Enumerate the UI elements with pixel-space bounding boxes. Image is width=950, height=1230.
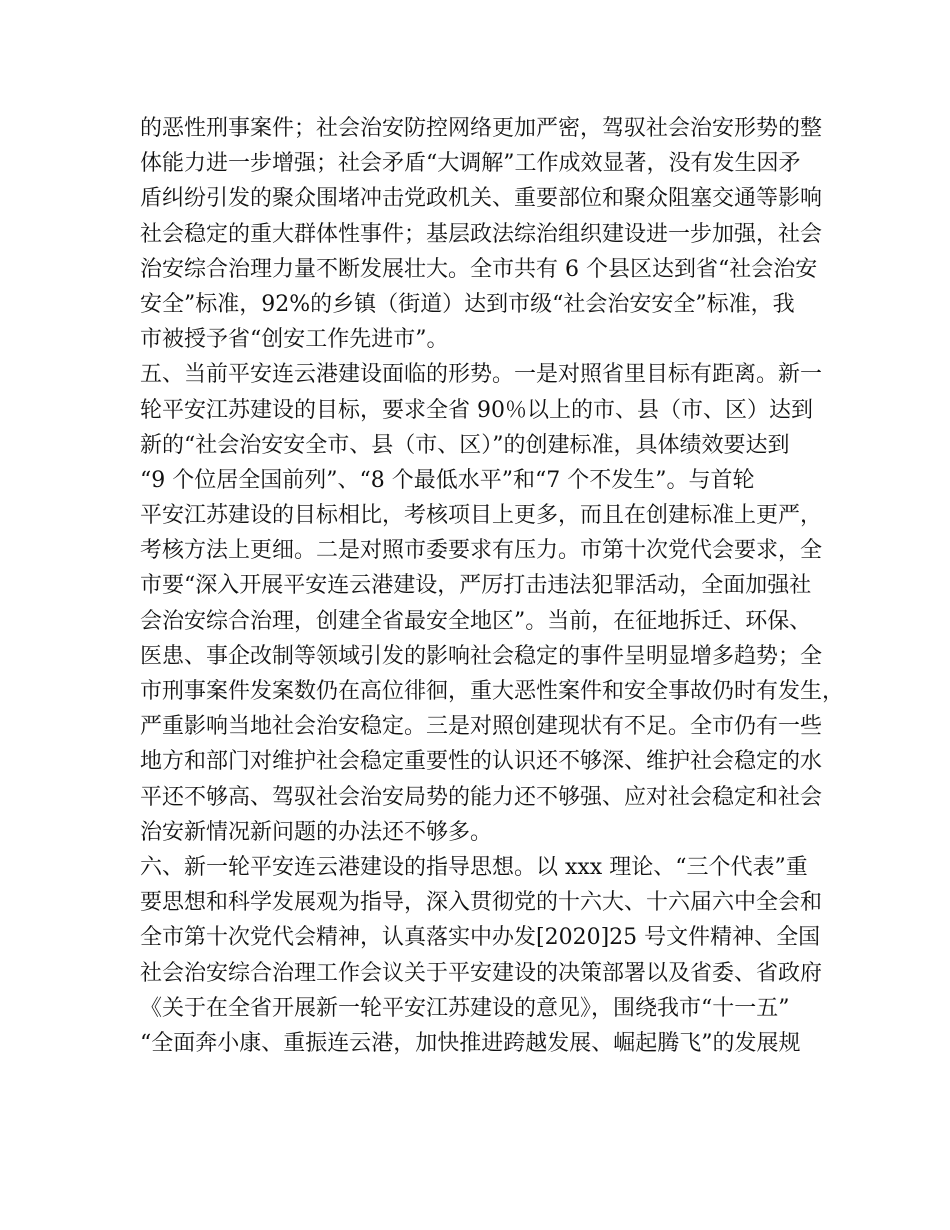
text-line: 轮平安江苏建设的目标，要求全省 90％以上的市、县（市、区）达到 (140, 397, 813, 423)
text-line: 会治安综合治理，创建全省最安全地区”。当前，在征地拆迁、环保、 (140, 608, 812, 634)
body-text (140, 111, 845, 1061)
text-line: “全面奔小康、重振连云港，加快推进跨越发展、崛起腾飞”的发展规 (140, 1030, 801, 1056)
text-line: 体能力进一步增强；社会矛盾“大调解”工作成效显著，没有发生因矛 (140, 151, 801, 177)
text-line: 严重影响当地社会治安稳定。三是对照创建现状有不足。全市仍有一些 (140, 714, 823, 740)
text-line: 地方和部门对维护社会稳定重要性的认识还不够深、维护社会稳定的水 (140, 749, 823, 775)
text-line: 要思想和科学发展观为指导，深入贯彻党的十六大、十六届六中全会和 (140, 890, 823, 916)
text-line: 医患、事企改制等领域引发的影响社会稳定的事件呈明显增多趋势；全 (140, 643, 823, 669)
text-line: 治安新情况新问题的办法还不够多。 (140, 819, 493, 845)
text-line: 治安综合治理力量不断发展壮大。全市共有 6 个县区达到省“社会治安 (140, 256, 818, 282)
section-six-heading-line: 六、新一轮平安连云港建设的指导思想。以 xxx 理论、“三个代表”重 (140, 854, 808, 880)
text-line: “9 个位居全国前列”、“8 个最低水平”和“7 个不发生”。与首轮 (140, 467, 755, 493)
section-five-heading-line: 五、当前平安连云港建设面临的形势。一是对照省里目标有距离。新一 (140, 362, 823, 388)
text-line: 新的“社会治安安全市、县（市、区）”的创建标准，具体绩效要达到 (140, 432, 790, 458)
text-line: 平还不够高、驾驭社会治安局势的能力还不够强、应对社会稳定和社会 (140, 784, 823, 810)
text-line: 的恶性刑事案件；社会治安防控网络更加严密，驾驭社会治安形势的整 (140, 116, 823, 141)
text-line: 安全”标准，92%的乡镇（街道）达到市级“社会治安安全”标准，我 (140, 291, 795, 317)
text-line: 市刑事案件发案数仍在高位徘徊，重大恶性案件和安全事故仍时有发生， (140, 679, 845, 704)
text-line: 全市第十次党代会精神，认真落实中办发[2020]25 号文件精神、全国 (140, 925, 821, 951)
text-line: 市要“深入开展平安连云港建设，严厉打击违法犯罪活动，全面加强社 (140, 573, 812, 599)
text-line: 市被授予省“创安工作先进市”。 (140, 327, 449, 353)
text-line: 平安江苏建设的目标相比，考核项目上更多，而且在创建标准上更严， (140, 503, 823, 529)
text-line: 社会治安综合治理工作会议关于平安建设的决策部署以及省委、省政府 (140, 960, 823, 986)
text-line: 考核方法上更细。二是对照市委要求有压力。市第十次党代会要求，全 (140, 538, 823, 564)
text-line: 盾纠纷引发的聚众围堵冲击党政机关、重要部位和聚众阻塞交通等影响 (140, 186, 823, 212)
text-line: 社会稳定的重大群体性事件；基层政法综治组织建设进一步加强，社会 (140, 221, 823, 247)
text-line: 《关于在全省开展新一轮平安江苏建设的意见》，围绕我市“十一五” (140, 995, 790, 1021)
